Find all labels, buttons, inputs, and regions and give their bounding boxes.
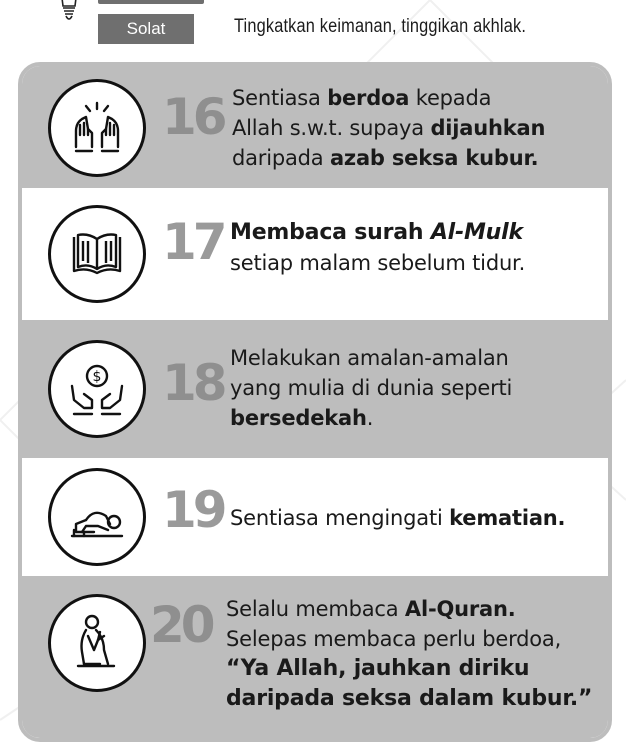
prostration-icon	[64, 484, 130, 550]
item-icon-circle	[48, 468, 146, 566]
text-line: Membaca surah Al-Mulk	[230, 220, 523, 245]
text-line: Selalu membaca Al-Quran.	[226, 597, 516, 621]
tab-strip	[98, 0, 204, 4]
item-text	[230, 343, 512, 433]
item-number: 20	[150, 596, 212, 654]
item-row-18	[22, 320, 612, 458]
item-icon-circle	[48, 594, 146, 692]
text-line: bersedekah.	[230, 406, 374, 430]
item-number: 17	[162, 213, 224, 271]
item-row-19	[22, 458, 612, 576]
charity-hands-icon	[64, 356, 130, 422]
svg-text:$: $	[92, 369, 102, 385]
text-line: “Ya Allah, jauhkan diriku	[226, 656, 530, 681]
item-icon-circle	[48, 340, 146, 438]
text-line: Allah s.w.t. supaya dijauhkan	[232, 116, 546, 140]
item-text	[226, 594, 592, 714]
item-row-17	[22, 188, 612, 320]
text-line: Melakukan amalan-amalan	[230, 346, 509, 370]
list-card	[18, 62, 612, 742]
text-line: daripada azab seksa kubur.	[232, 146, 539, 170]
item-text	[230, 218, 525, 278]
kneeling-prayer-icon	[64, 610, 130, 676]
item-number: 18	[162, 354, 224, 412]
praying-hands-icon	[64, 95, 130, 161]
tagline: Tingkatkan keimanan, tinggikan akhlak.	[234, 16, 527, 37]
text-line: yang mulia di dunia seperti	[230, 376, 513, 400]
item-row-20	[22, 576, 612, 742]
item-icon-circle	[48, 205, 146, 303]
text-line: Selepas membaca perlu berdoa,	[226, 627, 562, 651]
item-icon-circle	[48, 79, 146, 177]
text-line: setiap malam sebelum tidur.	[230, 251, 526, 275]
page-header	[0, 0, 626, 52]
item-row-16	[22, 66, 612, 188]
text-line: Sentiasa berdoa kepada	[232, 86, 492, 110]
text-line: daripada seksa dalam kubur.”	[226, 686, 593, 711]
item-text	[232, 83, 545, 173]
text-line: Sentiasa mengingati kematian.	[230, 506, 566, 530]
item-text	[230, 503, 565, 533]
section-tab[interactable]: Solat	[98, 14, 194, 44]
lightbulb-icon	[58, 0, 80, 24]
item-number: 19	[162, 481, 224, 539]
item-number: 16	[162, 88, 224, 146]
open-book-icon	[64, 221, 130, 287]
